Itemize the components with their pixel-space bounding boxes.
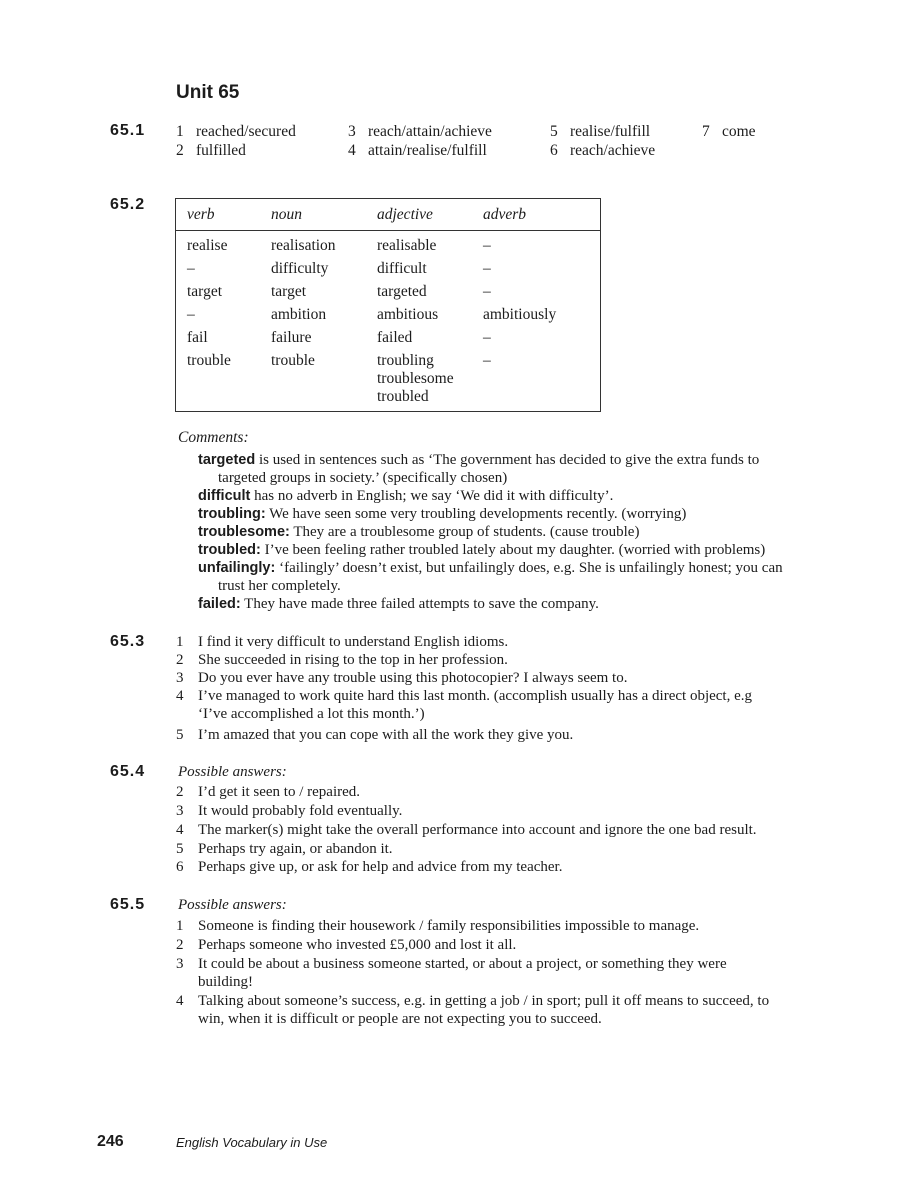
cell-verb: fail (187, 329, 208, 346)
cell-verb: – (187, 306, 195, 323)
page-number: 246 (97, 1133, 124, 1150)
cell-noun: realisation (271, 237, 336, 254)
answer-5: 5 realise/fulfill (550, 123, 651, 140)
header-adverb: adverb (483, 206, 527, 223)
header-adjective: adjective (377, 206, 433, 223)
cell-adverb: – (483, 329, 491, 346)
comment-line: unfailingly: ‘failingly’ doesn’t exist, but unfailingly does, e.g. She is unfailingly honest; you can (198, 560, 783, 576)
cell-verb: realise (187, 237, 228, 254)
exercise-number-65-1: 65.1 (110, 122, 146, 139)
header-noun: noun (271, 206, 302, 223)
cell-adjective: failed (377, 329, 413, 346)
answer-6: 6 reach/achieve (550, 142, 656, 159)
book-title: English Vocabulary in Use (176, 1135, 328, 1150)
cell-noun: ambition (271, 306, 327, 323)
comment-line: difficult has no adverb in English; we say ‘We did it with difficulty’. (198, 488, 614, 504)
exercise-number-65-5: 65.5 (110, 896, 146, 913)
cell-adverb: ambitiously (483, 306, 557, 323)
comment-line: failed: They have made three failed attempts to save the company. (198, 596, 599, 612)
comment-line: troublesome: They are a troublesome group of students. (cause trouble) (198, 524, 640, 540)
cell-noun: trouble (271, 352, 315, 369)
cell-adjective: realisable (377, 237, 437, 254)
possible-answers-label: Possible answers: (178, 897, 287, 913)
cell-verb: target (187, 283, 223, 300)
answer-1: 1 reached/secured (176, 123, 296, 140)
cell-noun: failure (271, 329, 312, 346)
comment-line: trust her completely. (218, 578, 341, 594)
cell-noun: target (271, 283, 307, 300)
exercise-number-65-2: 65.2 (110, 196, 146, 213)
word-family-table (175, 198, 601, 412)
cell-adjective: ambitious (377, 306, 439, 323)
possible-answers-label: Possible answers: (178, 764, 287, 780)
table-bottom-border (175, 411, 601, 412)
cell-verb: – (187, 260, 195, 277)
comment-line: targeted groups in society.’ (specifically chosen) (218, 470, 508, 486)
cell-adverb: – (483, 237, 491, 254)
comment-line: troubling: We have seen some very troubling developments recently. (worrying) (198, 506, 687, 522)
cell-adverb: – (483, 352, 491, 369)
cell-adverb: – (483, 283, 491, 300)
cell-noun: difficulty (271, 260, 329, 277)
table-header-rule (175, 230, 601, 231)
cell-adjective: troubling (377, 352, 434, 369)
answer-3: 3 reach/attain/achieve (348, 123, 492, 140)
exercise-number-65-3: 65.3 (110, 633, 146, 650)
comments-label: Comments: (178, 429, 249, 446)
unit-title: Unit 65 (176, 82, 240, 103)
cell-adjective: targeted (377, 283, 427, 300)
exercise-number-65-4: 65.4 (110, 763, 146, 780)
cell-adjective: difficult (377, 260, 427, 277)
cell-adjective: troubled (377, 388, 429, 405)
table-top-border (175, 198, 601, 199)
cell-verb: trouble (187, 352, 231, 369)
header-verb: verb (187, 206, 215, 223)
cell-adjective: troublesome (377, 370, 454, 387)
cell-adverb: – (483, 260, 491, 277)
answer-7: 7 come (702, 123, 756, 140)
answer-4: 4 attain/realise/fulfill (348, 142, 487, 159)
comment-line: troubled: I’ve been feeling rather troubled lately about my daughter. (worried with problems) (198, 542, 766, 558)
comment-line: targeted is used in sentences such as ‘The government has decided to give the extra funds to (198, 452, 760, 468)
answer-2: 2 fulfilled (176, 142, 246, 159)
